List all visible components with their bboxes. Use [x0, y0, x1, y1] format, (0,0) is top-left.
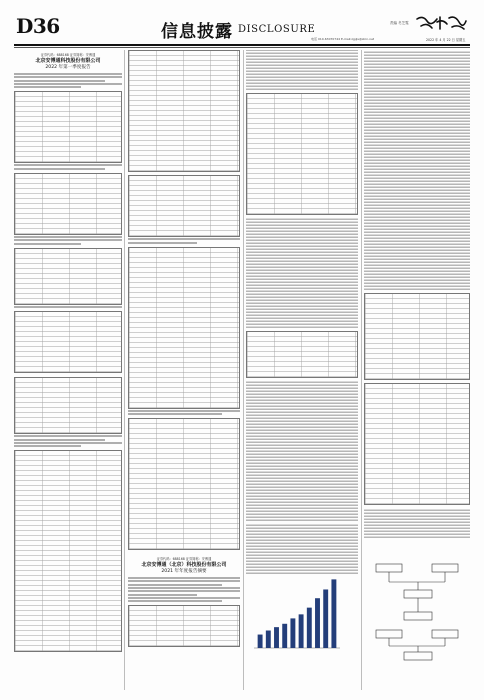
- column-divider: [124, 50, 125, 690]
- notice-title-block: [14, 52, 122, 70]
- chart-bar-9: [323, 589, 328, 648]
- chart-bar-8: [315, 598, 320, 648]
- shareholder-table: [14, 377, 122, 434]
- section-title-cn: 信息披露: [161, 22, 233, 42]
- shareholder-table: [14, 311, 122, 373]
- chart-bar-6: [299, 614, 304, 648]
- column-1: [14, 50, 122, 690]
- chart-bar-3: [274, 627, 279, 648]
- shareholder-table: [364, 293, 470, 380]
- editor-credit: 责编 冬芝霆: [390, 21, 409, 25]
- masthead: [0, 0, 484, 44]
- company-name: 北京安博通（北京）科技股份有限公司: [141, 562, 227, 569]
- financial-table: [14, 173, 122, 235]
- header-rule-thin: [14, 47, 470, 48]
- chart-bar-5: [290, 618, 295, 648]
- chart-bar-10: [331, 579, 336, 648]
- financial-table: [128, 605, 240, 647]
- balance-sheet-table: [14, 450, 122, 652]
- body-text: [246, 50, 358, 90]
- issue-date: 2022 年 4 月 22 日 星期五: [426, 38, 466, 42]
- income-statement-table: [128, 50, 240, 172]
- contact-info: 电话 010-63070744 E-mail:zjgljs@stcn.net: [311, 37, 375, 41]
- body-text: [246, 381, 358, 521]
- column-divider: [243, 50, 244, 690]
- shareholder-table: [364, 383, 470, 505]
- column-divider: [361, 50, 362, 690]
- newspaper-logo: [413, 13, 469, 33]
- shareholding-structure-diagram: [370, 560, 466, 680]
- stock-label: 证券代码：688168 证券简称：安博通: [40, 53, 96, 57]
- chart-bar-7: [307, 608, 312, 648]
- company-name: 北京安博通科技股份有限公司: [35, 58, 101, 64]
- business-table: [246, 331, 358, 378]
- body-text: [364, 508, 470, 538]
- notice-title-block: [128, 556, 240, 574]
- report-name: 2021 年年度报告摘要: [161, 569, 207, 575]
- cash-flow-table: [128, 247, 240, 409]
- chart-bar-4: [282, 624, 287, 648]
- financial-table: [14, 91, 122, 163]
- chart-bar-1: [258, 635, 263, 648]
- financial-table: [128, 418, 240, 550]
- bar-chart-svg: [250, 560, 342, 660]
- financial-table: [14, 248, 122, 305]
- column-2: [128, 50, 240, 690]
- stock-label: 证券代码：688168 证券简称：安博通: [156, 557, 212, 562]
- body-text: [246, 218, 358, 328]
- page-number: D36: [16, 14, 60, 38]
- report-name: 2022 年第一季度报告: [45, 65, 91, 70]
- header-rule: [14, 44, 470, 46]
- section-title-en: DISCLOSURE: [238, 24, 316, 35]
- chart-bar-2: [266, 631, 271, 648]
- body-text: [364, 50, 470, 290]
- revenue-bar-chart: [250, 560, 342, 660]
- business-table: [246, 93, 358, 215]
- cash-flow-table: [128, 175, 240, 237]
